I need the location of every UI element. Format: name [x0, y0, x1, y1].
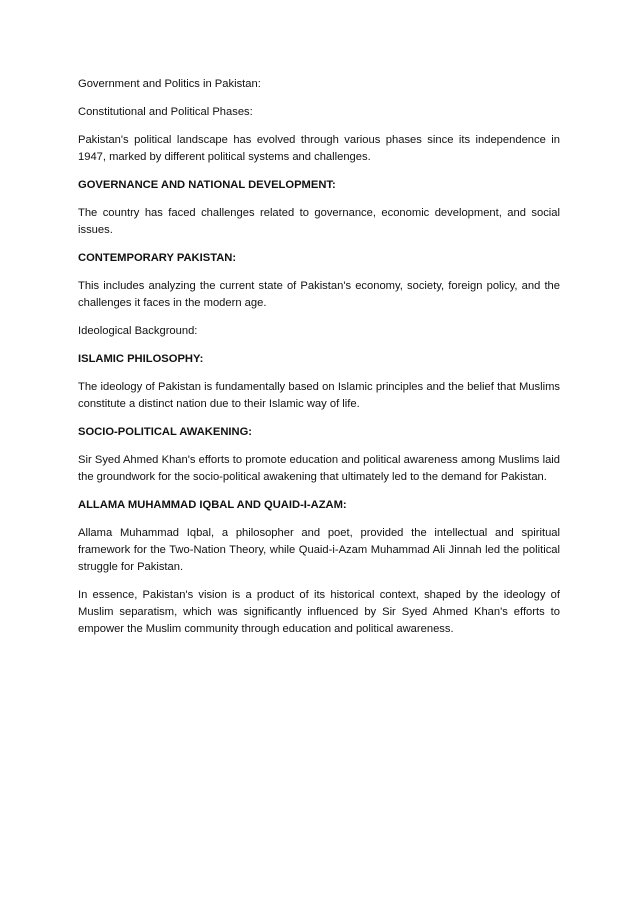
- paragraph: Ideological Background:: [78, 325, 198, 337]
- section-heading: CONTEMPORARY PAKISTAN:: [78, 252, 237, 264]
- paragraph: Pakistan's political landscape has evolved through various phases since its independence in 1947, marked by different political systems and challenges.: [78, 134, 560, 163]
- paragraph: Constitutional and Political Phases:: [78, 106, 253, 118]
- section-heading: SOCIO-POLITICAL AWAKENING:: [78, 426, 253, 438]
- section-heading: ISLAMIC PHILOSOPHY:: [78, 353, 204, 365]
- paragraph: The ideology of Pakistan is fundamentally based on Islamic principles and the belief that Muslims constitute a distinct nation due to their Islamic way of life.: [78, 381, 560, 410]
- paragraph: Allama Muhammad Iqbal, a philosopher and poet, provided the intellectual and spiritual framework for the Two-Nation Theory, while Quaid-i-Azam Muhammad Ali Jinnah led the political struggle for Pakistan.: [78, 527, 560, 573]
- section-heading: GOVERNANCE AND NATIONAL DEVELOPMENT:: [78, 179, 336, 191]
- paragraph: The country has faced challenges related to governance, economic development, and social issues.: [78, 207, 560, 236]
- section-heading: ALLAMA MUHAMMAD IQBAL AND QUAID-I-AZAM:: [78, 499, 347, 511]
- paragraph: Sir Syed Ahmed Khan's efforts to promote education and political awareness among Muslims laid the groundwork for the socio-political awakening that ultimately led to the demand for Pakistan.: [78, 454, 560, 483]
- paragraph: Government and Politics in Pakistan:: [78, 78, 261, 90]
- paragraph: This includes analyzing the current state of Pakistan's economy, society, foreign policy, and the challenges it faces in the modern age.: [78, 280, 560, 309]
- paragraph: In essence, Pakistan's vision is a product of its historical context, shaped by the ideology of Muslim separatism, which was significantly influenced by Sir Syed Ahmed Khan's efforts to empower the Muslim community through education and political awareness.: [78, 589, 560, 635]
- document-body: [78, 76, 560, 649]
